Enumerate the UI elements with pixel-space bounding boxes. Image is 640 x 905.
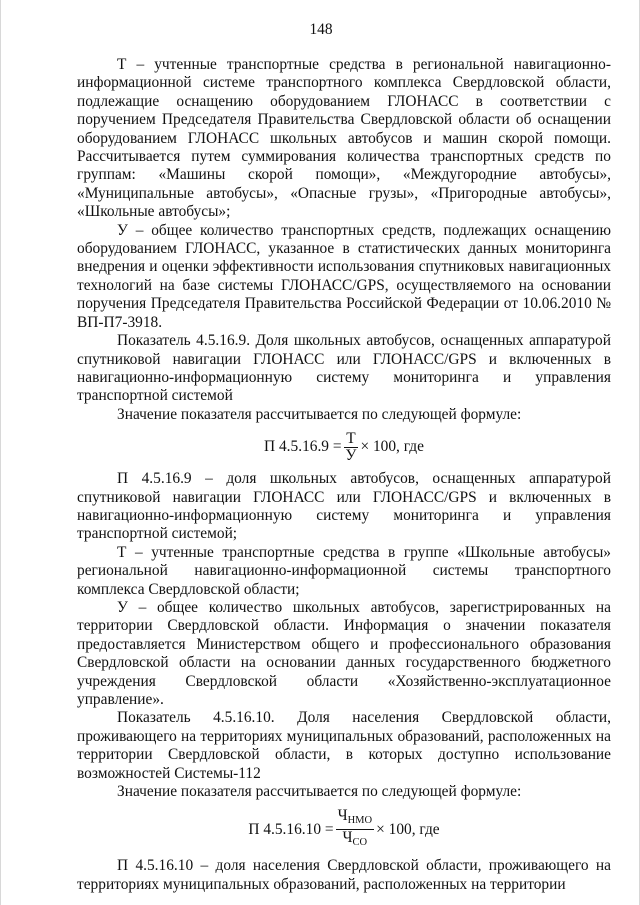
paragraph-u-school-buses: У – общее количество школьных автобусов, зарегистрированных на территории Свердловской области. Информация о значении показателя предоставляется Министерством общего и профессионального образования Свердловской области на основании данных государственного бюджетного учреждения Свердловской области «Хозяйственно-эксплуатационное управление». (77, 598, 611, 708)
page-number: 148 (309, 21, 333, 38)
paragraph-t-school-buses: Т – учтенные транспортные средства в группе «Школьные автобусы» региональной навигационно-информационной системы транспортного комплекса Свердловской области; (77, 543, 611, 598)
formula-numerator: Т (346, 430, 356, 448)
formula-lhs: П 4.5.16.10 = (248, 820, 334, 838)
formula-4-5-16-9 (77, 431, 611, 464)
paragraph-p-definition: П 4.5.16.9 – доля школьных автобусов, оснащенных аппаратурой спутниковой навигации ГЛОНАСС или ГЛОНАСС/GPS и включенных в навигационно-информационную систему мониторинга и управления транспортной системой; (77, 470, 611, 543)
paragraph-u-definition: У – общее количество транспортных средств, подлежащих оснащению оборудованием ГЛОНАСС, указанное в статистических данных мониторинга внедрения и оценки эффективности использования спутниковых навигационных технологий на базе системы ГЛОНАСС/GPS, осуществляемого на основании поручения Председателя Правительства Российской Федерации от 10.06.2010 № ВП-П7-3918. (77, 221, 611, 331)
formula-rhs: × 100, где (376, 820, 440, 838)
document-body (77, 56, 611, 894)
formula-4-5-16-10 (77, 808, 611, 851)
formula-lhs: П 4.5.16.9 = (264, 438, 342, 456)
formula-denominator: У (345, 447, 357, 465)
formula-intro-2: Значение показателя рассчитывается по следующей формуле: (117, 783, 522, 801)
formula-fraction (344, 431, 359, 464)
indicator-4-5-16-10-heading: Показатель 4.5.16.10. Доля населения Свердловской области, проживающего на территориях муниципальных образований, расположенных на территории Свердловской области, в которых доступно использование возможностей Системы-112 (77, 709, 611, 782)
paragraph-t-definition: Т – учтенные транспортные средства в региональной навигационно-информационной системе транспортного комплекса Свердловской области, подлежащие оснащению оборудованием ГЛОНАСС в соответствии с поручением Председателя Правительства Свердловской области об оснащении оборудованием ГЛОНАСС школьных автобусов и машин скорой помощи. Рассчитывается путем суммирования количества транспортных средств по группам: «Машины скорой помощи», «Междугородние автобусы», «Муниципальные автобусы», «Опасные грузы», «Пригородные автобусы», «Школьные автобусы»; (77, 56, 611, 221)
formula-numerator: $Ч_{НМО}$ (336, 808, 375, 830)
formula-fraction (336, 808, 375, 851)
formula-intro: Значение показателя рассчитывается по следующей формуле: (117, 405, 522, 423)
paragraph-p-4-5-16-10-definition: П 4.5.16.10 – доля населения Свердловской области, проживающего на территориях муниципальных образований, расположенных на территории (77, 857, 611, 893)
formula-rhs: × 100, где (360, 438, 424, 456)
indicator-4-5-16-9-heading: Показатель 4.5.16.9. Доля школьных автобусов, оснащенных аппаратурой спутниковой навигации ГЛОНАСС или ГЛОНАСС/GPS и включенных в навигационно-информационную систему мониторинга и управления транспортной системой (77, 332, 611, 405)
formula-denominator: $Ч_{СО}$ (342, 829, 368, 849)
